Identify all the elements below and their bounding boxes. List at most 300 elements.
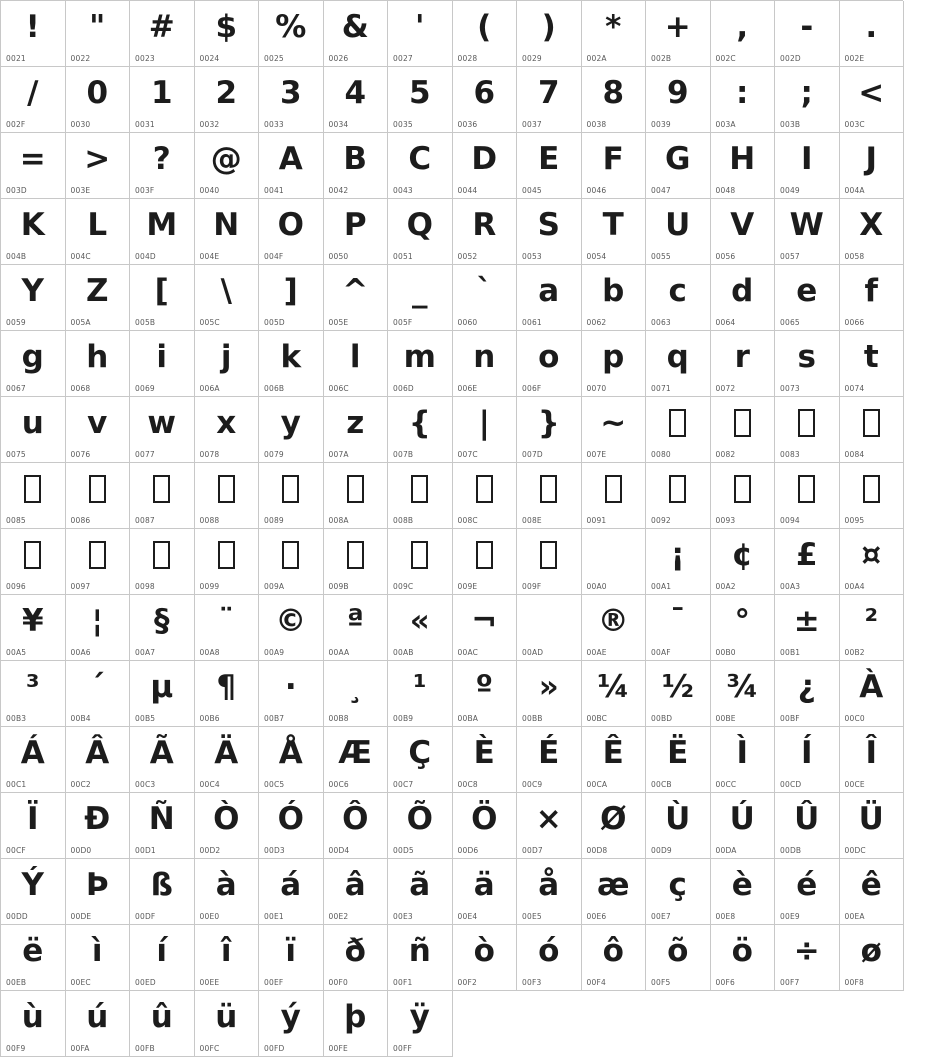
glyph-cell[interactable]: [66, 859, 131, 925]
glyph-cell[interactable]: [1, 67, 66, 133]
glyph-cell[interactable]: [453, 529, 518, 595]
glyph-cell[interactable]: [195, 331, 260, 397]
glyph-cell[interactable]: [517, 727, 582, 793]
glyph-cell[interactable]: [130, 991, 195, 1057]
glyph-cell[interactable]: [840, 1, 905, 67]
glyph-cell[interactable]: [130, 859, 195, 925]
glyph-cell[interactable]: [130, 727, 195, 793]
glyph-codepoint: 004E: [199, 252, 220, 261]
glyph-char: E: [538, 140, 560, 177]
notdef-box: [130, 463, 194, 515]
glyph-char: %: [275, 8, 307, 45]
glyph-cell[interactable]: [646, 397, 711, 463]
glyph-cell[interactable]: [517, 661, 582, 727]
glyph-cell[interactable]: [517, 595, 582, 661]
glyph-cell[interactable]: [453, 925, 518, 991]
glyph-cell[interactable]: [582, 727, 647, 793]
glyph-cell[interactable]: [775, 529, 840, 595]
glyph-cell[interactable]: [324, 661, 389, 727]
glyph-char: K: [20, 206, 45, 243]
glyph-cell[interactable]: [259, 661, 324, 727]
glyph-cell[interactable]: [582, 661, 647, 727]
glyph-cell[interactable]: [388, 133, 453, 199]
glyph-cell[interactable]: [646, 727, 711, 793]
glyph-cell[interactable]: [324, 727, 389, 793]
glyph-cell[interactable]: [66, 793, 131, 859]
glyph-cell[interactable]: [517, 463, 582, 529]
glyph-cell[interactable]: [582, 595, 647, 661]
glyph-cell[interactable]: [195, 67, 260, 133]
glyph-cell-empty: [840, 991, 905, 1057]
glyph-cell[interactable]: [517, 331, 582, 397]
glyph-cell[interactable]: [388, 595, 453, 661]
glyph-cell[interactable]: [453, 595, 518, 661]
glyph-char: ;: [800, 74, 813, 111]
notdef-box: [775, 463, 839, 515]
glyph-cell[interactable]: [582, 529, 647, 595]
glyph-char: Ç: [408, 734, 432, 771]
glyph-cell[interactable]: [195, 991, 260, 1057]
glyph-cell[interactable]: [195, 265, 260, 331]
glyph-codepoint: 008A: [328, 516, 349, 525]
glyph-cell[interactable]: [453, 859, 518, 925]
glyph-cell[interactable]: [1, 793, 66, 859]
glyph-codepoint: 00EE: [199, 978, 220, 987]
glyph-char: ®: [597, 602, 629, 639]
glyph-cell[interactable]: [130, 463, 195, 529]
glyph-cell[interactable]: [711, 529, 776, 595]
glyph-cell[interactable]: [259, 265, 324, 331]
glyph-char: ½: [661, 668, 694, 705]
glyph-char: á: [280, 866, 302, 903]
glyph-cell[interactable]: [646, 265, 711, 331]
glyph-codepoint: 00CC: [715, 780, 737, 789]
glyph-cell[interactable]: [259, 67, 324, 133]
glyph-cell[interactable]: [259, 529, 324, 595]
glyph-cell[interactable]: [582, 793, 647, 859]
glyph-codepoint: 0059: [6, 318, 26, 327]
glyph-cell[interactable]: [711, 463, 776, 529]
glyph-char: °: [734, 602, 750, 639]
glyph-cell[interactable]: [582, 331, 647, 397]
glyph-cell[interactable]: [1, 727, 66, 793]
glyph-cell[interactable]: [195, 1, 260, 67]
glyph-cell[interactable]: [1, 661, 66, 727]
glyph-cell[interactable]: [195, 595, 260, 661]
glyph-codepoint: 00F0: [328, 978, 348, 987]
glyph-cell[interactable]: [517, 793, 582, 859]
glyph-cell[interactable]: [388, 529, 453, 595]
notdef-rect-icon: [605, 475, 622, 503]
glyph-cell[interactable]: [1, 199, 66, 265]
glyph-char: t: [863, 338, 879, 375]
glyph-cell[interactable]: [195, 199, 260, 265]
glyph-cell[interactable]: [517, 67, 582, 133]
glyph-cell[interactable]: [324, 397, 389, 463]
glyph-char: @: [210, 140, 242, 177]
glyph-cell[interactable]: [259, 859, 324, 925]
glyph-cell[interactable]: [1, 265, 66, 331]
glyph-cell[interactable]: [840, 793, 905, 859]
glyph-cell[interactable]: [711, 595, 776, 661]
glyph-char: Ö: [471, 800, 498, 837]
glyph-cell[interactable]: [582, 859, 647, 925]
glyph-cell[interactable]: [259, 331, 324, 397]
glyph-char: 1: [150, 74, 173, 111]
glyph-cell[interactable]: [324, 265, 389, 331]
glyph-cell[interactable]: [453, 331, 518, 397]
glyph-cell[interactable]: [775, 397, 840, 463]
glyph-cell[interactable]: [646, 133, 711, 199]
glyph-cell[interactable]: [582, 1, 647, 67]
glyph-cell[interactable]: [388, 67, 453, 133]
glyph-cell[interactable]: [711, 859, 776, 925]
glyph-cell[interactable]: [195, 925, 260, 991]
glyph-cell[interactable]: [130, 793, 195, 859]
glyph-char: À: [859, 668, 884, 705]
glyph-cell[interactable]: [711, 1, 776, 67]
glyph-cell[interactable]: [66, 463, 131, 529]
glyph-codepoint: 0066: [844, 318, 865, 327]
glyph-cell[interactable]: [66, 727, 131, 793]
glyph-codepoint: 0084: [844, 450, 865, 459]
glyph-cell[interactable]: [1, 133, 66, 199]
glyph-cell[interactable]: [840, 331, 905, 397]
glyph-cell[interactable]: [195, 133, 260, 199]
glyph-cell[interactable]: [517, 529, 582, 595]
glyph-cell[interactable]: [1, 859, 66, 925]
glyph-cell[interactable]: [66, 595, 131, 661]
glyph-cell[interactable]: [517, 133, 582, 199]
glyph-cell[interactable]: [646, 859, 711, 925]
glyph-cell[interactable]: [775, 199, 840, 265]
glyph-codepoint: 002D: [780, 54, 801, 63]
glyph-cell[interactable]: [646, 661, 711, 727]
glyph-codepoint: 0061: [522, 318, 542, 327]
glyph-char: z: [346, 404, 365, 441]
glyph-cell[interactable]: [840, 925, 905, 991]
glyph-codepoint: 00C8: [457, 780, 478, 789]
notdef-box: [646, 463, 710, 515]
glyph-cell[interactable]: [840, 67, 905, 133]
glyph-cell[interactable]: [324, 793, 389, 859]
glyph-codepoint: 005D: [264, 318, 285, 327]
glyph-cell[interactable]: [840, 529, 905, 595]
glyph-cell[interactable]: [388, 661, 453, 727]
glyph-codepoint: 00C3: [135, 780, 156, 789]
glyph-cell[interactable]: [130, 595, 195, 661]
notdef-rect-icon: [153, 541, 170, 569]
glyph-cell[interactable]: [646, 1, 711, 67]
glyph-cell[interactable]: [517, 1, 582, 67]
glyph-codepoint: 00A6: [70, 648, 91, 657]
glyph-cell[interactable]: [1, 463, 66, 529]
glyph-cell[interactable]: [840, 859, 905, 925]
glyph-cell[interactable]: [1, 991, 66, 1057]
glyph-cell[interactable]: [646, 67, 711, 133]
glyph-cell[interactable]: [324, 331, 389, 397]
glyph-char: v: [87, 404, 108, 441]
glyph-cell[interactable]: [453, 1, 518, 67]
glyph-cell[interactable]: [130, 199, 195, 265]
glyph-cell[interactable]: [711, 727, 776, 793]
glyph-cell[interactable]: [582, 67, 647, 133]
glyph-cell[interactable]: [66, 397, 131, 463]
glyph-cell[interactable]: [130, 925, 195, 991]
glyph-cell[interactable]: [259, 199, 324, 265]
glyph-cell[interactable]: [775, 133, 840, 199]
glyph-cell[interactable]: [324, 463, 389, 529]
glyph-codepoint: 00E4: [457, 912, 478, 921]
glyph-cell[interactable]: [775, 925, 840, 991]
glyph-char: Ï: [26, 800, 39, 837]
glyph-cell[interactable]: [646, 925, 711, 991]
glyph-char: ß: [150, 866, 173, 903]
glyph-cell[interactable]: [66, 661, 131, 727]
glyph-cell[interactable]: [711, 199, 776, 265]
glyph-cell[interactable]: [453, 463, 518, 529]
glyph-char: ì: [91, 932, 103, 969]
glyph-cell[interactable]: [195, 529, 260, 595]
glyph-cell[interactable]: [66, 199, 131, 265]
glyph-cell[interactable]: [517, 397, 582, 463]
glyph-cell[interactable]: [840, 265, 905, 331]
glyph-cell[interactable]: [840, 727, 905, 793]
glyph-codepoint: 0049: [780, 186, 800, 195]
glyph-cell[interactable]: [582, 463, 647, 529]
glyph-cell[interactable]: [711, 397, 776, 463]
glyph-char: æ: [597, 866, 630, 903]
glyph-codepoint: 00F8: [844, 978, 864, 987]
glyph-cell[interactable]: [130, 397, 195, 463]
glyph-cell[interactable]: [646, 595, 711, 661]
glyph-cell[interactable]: [1, 397, 66, 463]
glyph-cell[interactable]: [711, 661, 776, 727]
glyph-cell[interactable]: [130, 331, 195, 397]
glyph-char: Ø: [600, 800, 627, 837]
glyph-cell[interactable]: [775, 1, 840, 67]
glyph-char: L: [87, 206, 108, 243]
glyph-cell[interactable]: [711, 133, 776, 199]
glyph-cell[interactable]: [711, 793, 776, 859]
glyph-cell[interactable]: [388, 397, 453, 463]
glyph-cell[interactable]: [582, 133, 647, 199]
glyph-cell[interactable]: [259, 727, 324, 793]
glyph-codepoint: 00CE: [844, 780, 865, 789]
glyph-cell[interactable]: [453, 727, 518, 793]
glyph-cell[interactable]: [388, 859, 453, 925]
glyph-cell[interactable]: [775, 463, 840, 529]
glyph-cell[interactable]: [324, 199, 389, 265]
glyph-cell[interactable]: [388, 925, 453, 991]
glyph-cell[interactable]: [711, 67, 776, 133]
glyph-cell[interactable]: [453, 199, 518, 265]
glyph-cell[interactable]: [453, 67, 518, 133]
glyph-cell[interactable]: [259, 1, 324, 67]
glyph-codepoint: 005C: [199, 318, 220, 327]
glyph-cell[interactable]: [517, 265, 582, 331]
glyph-cell[interactable]: [195, 727, 260, 793]
glyph-cell[interactable]: [66, 67, 131, 133]
glyph-cell[interactable]: [259, 793, 324, 859]
glyph-cell[interactable]: [388, 793, 453, 859]
glyph-codepoint: 0078: [199, 450, 220, 459]
glyph-cell[interactable]: [130, 529, 195, 595]
glyph-cell[interactable]: [259, 925, 324, 991]
glyph-codepoint: 0060: [457, 318, 478, 327]
glyph-char: Õ: [406, 800, 433, 837]
glyph-cell[interactable]: [1, 529, 66, 595]
glyph-char: 5: [408, 74, 431, 111]
glyph-cell[interactable]: [840, 463, 905, 529]
glyph-cell[interactable]: [775, 67, 840, 133]
glyph-cell[interactable]: [130, 661, 195, 727]
glyph-cell[interactable]: [388, 727, 453, 793]
glyph-cell[interactable]: [259, 463, 324, 529]
glyph-cell[interactable]: [517, 925, 582, 991]
glyph-cell[interactable]: [1, 1, 66, 67]
glyph-codepoint: 006A: [199, 384, 220, 393]
glyph-codepoint: 00C9: [522, 780, 543, 789]
glyph-cell[interactable]: [324, 1, 389, 67]
glyph-cell[interactable]: [646, 463, 711, 529]
glyph-codepoint: 0073: [780, 384, 800, 393]
glyph-cell[interactable]: [517, 859, 582, 925]
glyph-cell[interactable]: [259, 595, 324, 661]
glyph-cell[interactable]: [582, 265, 647, 331]
glyph-cell[interactable]: [66, 133, 131, 199]
glyph-codepoint: 00B2: [844, 648, 865, 657]
glyph-cell[interactable]: [388, 199, 453, 265]
glyph-cell[interactable]: [646, 793, 711, 859]
glyph-cell[interactable]: [1, 331, 66, 397]
glyph-cell[interactable]: [324, 529, 389, 595]
glyph-codepoint: 008E: [522, 516, 542, 525]
glyph-cell[interactable]: [130, 265, 195, 331]
glyph-cell[interactable]: [711, 925, 776, 991]
glyph-cell[interactable]: [324, 925, 389, 991]
notdef-rect-icon: [282, 541, 299, 569]
glyph-char: é: [796, 866, 818, 903]
glyph-cell[interactable]: [517, 199, 582, 265]
glyph-cell[interactable]: [195, 661, 260, 727]
glyph-cell[interactable]: [840, 661, 905, 727]
glyph-cell[interactable]: [840, 595, 905, 661]
glyph-cell[interactable]: [840, 199, 905, 265]
glyph-cell[interactable]: [840, 397, 905, 463]
glyph-cell[interactable]: [66, 925, 131, 991]
glyph-cell[interactable]: [195, 397, 260, 463]
glyph-cell[interactable]: [324, 67, 389, 133]
glyph-char: ?: [152, 140, 171, 177]
glyph-codepoint: 00ED: [135, 978, 156, 987]
glyph-cell[interactable]: [388, 265, 453, 331]
notdef-box: [130, 529, 194, 581]
glyph-cell[interactable]: [66, 1, 131, 67]
glyph-cell[interactable]: [130, 67, 195, 133]
glyph-cell[interactable]: [775, 859, 840, 925]
glyph-cell[interactable]: [646, 199, 711, 265]
glyph-cell[interactable]: [388, 331, 453, 397]
glyph-cell[interactable]: [66, 265, 131, 331]
glyph-cell[interactable]: [324, 133, 389, 199]
glyph-cell[interactable]: [582, 925, 647, 991]
glyph-cell[interactable]: [66, 529, 131, 595]
glyph-cell[interactable]: [1, 925, 66, 991]
glyph-cell[interactable]: [259, 397, 324, 463]
glyph-codepoint: 0050: [328, 252, 349, 261]
glyph-cell[interactable]: [646, 331, 711, 397]
glyph-cell[interactable]: [388, 463, 453, 529]
glyph-cell[interactable]: [775, 661, 840, 727]
glyph-cell[interactable]: [582, 397, 647, 463]
glyph-char: -: [800, 8, 814, 45]
glyph-cell[interactable]: [195, 859, 260, 925]
notdef-box: [324, 529, 388, 581]
glyph-codepoint: 00C0: [844, 714, 865, 723]
glyph-cell[interactable]: [66, 991, 131, 1057]
glyph-cell[interactable]: [259, 133, 324, 199]
glyph-cell[interactable]: [1, 595, 66, 661]
notdef-rect-icon: [863, 409, 880, 437]
glyph-cell[interactable]: [195, 463, 260, 529]
glyph-cell[interactable]: [66, 331, 131, 397]
glyph-cell[interactable]: [775, 727, 840, 793]
glyph-cell[interactable]: [453, 397, 518, 463]
glyph-char: |: [478, 404, 490, 441]
glyph-cell[interactable]: [453, 265, 518, 331]
glyph-codepoint: 00B4: [70, 714, 91, 723]
glyph-codepoint: 00BB: [522, 714, 543, 723]
glyph-char: Û: [794, 800, 820, 837]
glyph-cell[interactable]: [646, 529, 711, 595]
glyph-char: p: [602, 338, 625, 375]
glyph-cell[interactable]: [775, 331, 840, 397]
glyph-cell[interactable]: [453, 661, 518, 727]
glyph-char: ²: [864, 602, 879, 639]
glyph-cell[interactable]: [453, 793, 518, 859]
glyph-cell[interactable]: [130, 133, 195, 199]
glyph-char: &: [341, 8, 369, 45]
glyph-cell[interactable]: [130, 1, 195, 67]
glyph-cell[interactable]: [775, 793, 840, 859]
glyph-char: ~: [600, 404, 627, 441]
glyph-codepoint: 0035: [393, 120, 413, 129]
glyph-cell[interactable]: [324, 859, 389, 925]
notdef-box: [517, 529, 581, 581]
glyph-codepoint: 00EB: [6, 978, 27, 987]
glyph-char: Í: [800, 734, 813, 771]
glyph-cell[interactable]: [775, 265, 840, 331]
glyph-cell[interactable]: [453, 133, 518, 199]
glyph-codepoint: 00E2: [328, 912, 349, 921]
glyph-cell[interactable]: [775, 595, 840, 661]
glyph-cell[interactable]: [195, 793, 260, 859]
glyph-cell[interactable]: [388, 991, 453, 1057]
glyph-codepoint: 00F7: [780, 978, 800, 987]
glyph-cell[interactable]: [259, 991, 324, 1057]
glyph-cell[interactable]: [388, 1, 453, 67]
glyph-codepoint: 00EF: [264, 978, 284, 987]
glyph-cell[interactable]: [324, 991, 389, 1057]
glyph-cell[interactable]: [840, 133, 905, 199]
glyph-char: l: [349, 338, 361, 375]
glyph-cell[interactable]: [324, 595, 389, 661]
glyph-char: O: [277, 206, 304, 243]
glyph-cell[interactable]: [711, 331, 776, 397]
glyph-cell[interactable]: [582, 199, 647, 265]
glyph-cell[interactable]: [711, 265, 776, 331]
